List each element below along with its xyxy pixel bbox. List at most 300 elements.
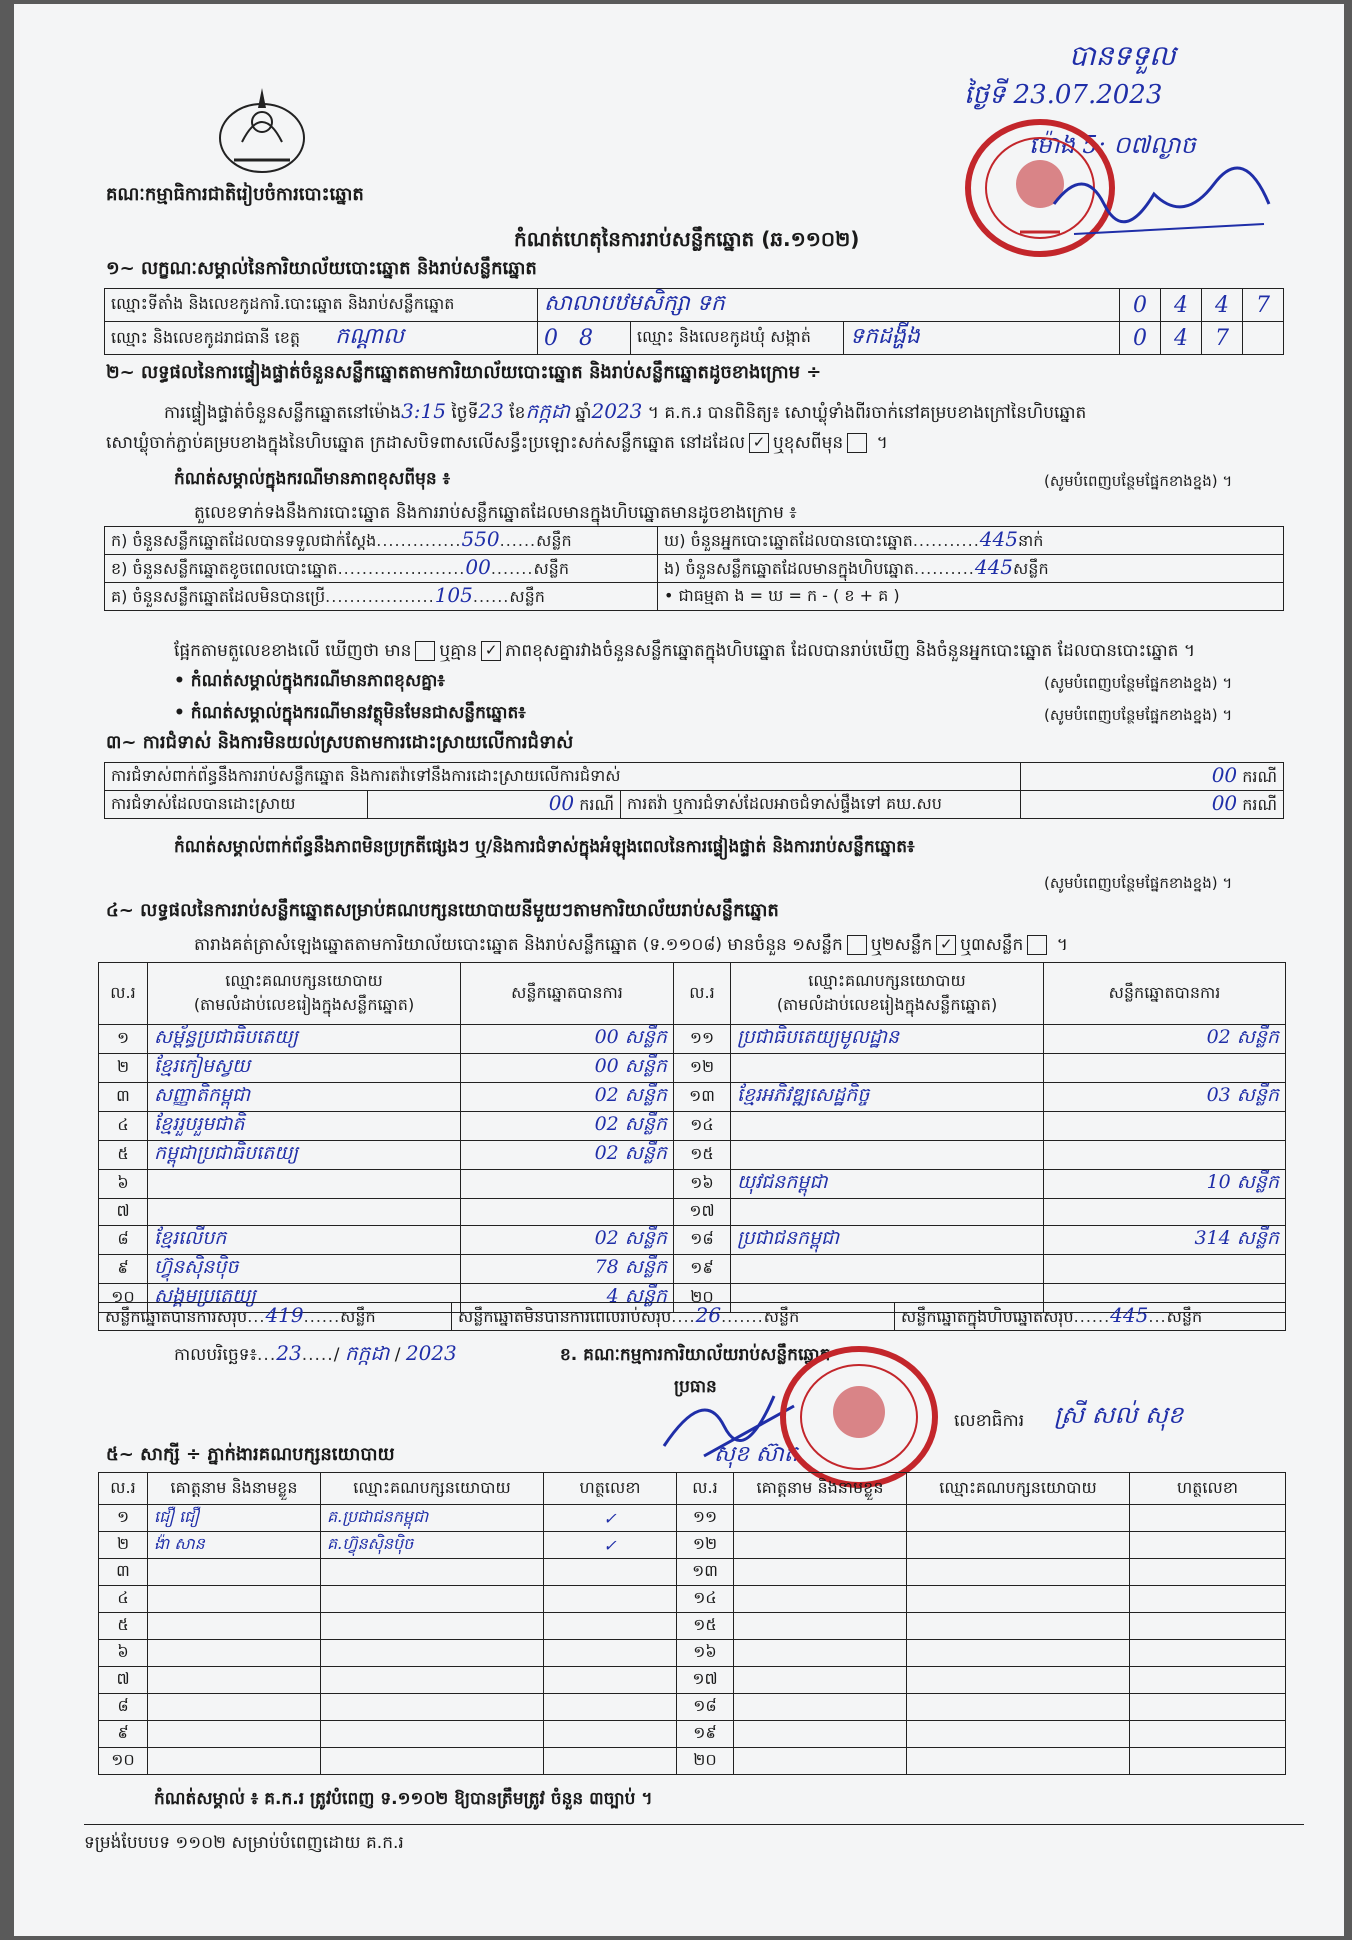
witness-row [99, 1640, 1286, 1667]
w-left-name [148, 1721, 321, 1748]
results-row [99, 1112, 1286, 1141]
w-left-party: គ.ហ៊្វុនស៊ិនប៉ិច [321, 1532, 544, 1559]
total-invalid-unit: សន្លឹក [763, 1307, 800, 1326]
right-party: ប្រជាធិបតេយ្យមូលដ្ឋាន [731, 1025, 1044, 1054]
col-no-left: ល.រ [99, 963, 148, 1025]
check-line2: សោឃ្លុំចាក់ភ្ជាប់គម្របខាងក្នុងនៃហិបឆ្នោត ក្រដាសបិទពាសលើសន្ធឹះប្រឡោះសក់សន្លឹកឆ្នោត នៅដដែល ✓ ឬខុសពីមុន ។ [106, 433, 888, 453]
w-left-no: ១០ [99, 1748, 148, 1775]
w-left-name: ជឿ ជឿ [148, 1505, 321, 1532]
formula: • ជាធម្មតា ង = ឃ = ក - ( ខ + គ ) [658, 583, 1284, 611]
appeal-num: 00 [1211, 791, 1238, 815]
check-line1-tail: ។ គ.ក.រ បានពិនិត្យ៖ សោឃ្លុំទាំងពីរចាក់នៅគម្របខាងក្រៅនៃហិបឆ្នោត [647, 403, 1087, 423]
station-code-2: 4 [1161, 289, 1202, 322]
w-left-sign [544, 1721, 677, 1748]
figures-table [104, 526, 1284, 611]
different-label: ឬខុសពីមុន [773, 433, 844, 453]
right-no: ១២ [674, 1054, 731, 1083]
w-right-sign [1130, 1559, 1286, 1586]
w-left-no: ៣ [99, 1559, 148, 1586]
right-party: ខ្មែរអភិវឌ្ឍសេដ្ឋកិច្ច [731, 1083, 1044, 1112]
left-party [148, 1170, 461, 1199]
left-votes [461, 1199, 674, 1226]
objection-row1-value [1021, 763, 1284, 791]
w-right-no: ១៧ [677, 1667, 734, 1694]
w-col-sign-right: ហត្ថលេខា [1130, 1473, 1286, 1505]
w-right-sign [1130, 1667, 1286, 1694]
tally-c: ឬ៣សន្លឹក [960, 935, 1024, 955]
check-year: 2023 [591, 399, 643, 423]
appeal-label: ការតវ៉ា ឬការជំទាស់ដែលអាចជំទាស់ផ្ទឹងទៅ គឃ.សប [621, 791, 1021, 819]
three-sheet-checkbox[interactable] [1027, 935, 1047, 955]
resolved-unit: ករណី [579, 795, 614, 814]
left-no: ៩ [99, 1255, 148, 1284]
w-right-sign [1130, 1505, 1286, 1532]
w-col-name-right: គោត្តនាម និងនាមខ្លួន [734, 1473, 907, 1505]
w-right-no: ១៣ [677, 1559, 734, 1586]
right-votes [1044, 1054, 1286, 1083]
chair-name: សុខ ស៊ាត [714, 1442, 798, 1467]
witness-row [99, 1721, 1286, 1748]
one-sheet-checkbox[interactable] [847, 935, 867, 955]
right-votes: 03 សន្លឹក [1044, 1083, 1286, 1112]
w-left-sign [544, 1667, 677, 1694]
w-right-party [907, 1640, 1130, 1667]
w-left-sign [544, 1694, 677, 1721]
left-party: សង្គមប្រតេយ្យ [148, 1284, 461, 1313]
total-valid-value: 419 [265, 1303, 304, 1327]
station-value: សាលាបឋមសិក្សា ទក [538, 289, 1120, 322]
w-right-party [907, 1748, 1130, 1775]
right-party [731, 1141, 1044, 1170]
resolved-label: ការជំទាស់ដែលបានដោះស្រាយ [105, 791, 368, 819]
different-checkbox[interactable] [847, 433, 867, 453]
row-ka: ក) ចំនួនសន្លឹកឆ្នោតដែលបានទទួលជាក់ស្តែង..............550......សន្លឹក [105, 527, 658, 555]
check-line1 [164, 398, 1086, 428]
sign-month: កក្កដា [344, 1341, 390, 1365]
col-party-right [731, 963, 1044, 1025]
w-left-name [148, 1667, 321, 1694]
ka-unit: សន្លឹក [536, 531, 572, 550]
fill-note-3: (សូមបំពេញបន្ថែមផ្នែកខាងខ្នង) ។ [1044, 706, 1233, 724]
diff-c: ភាពខុសគ្នារវាងចំនួនសន្លឹកឆ្នោតក្នុងហិបឆ្នោត ដែលបានរាប់ឃើញ និងចំនួនអ្នកបោះឆ្នោត ដែលបានបោះឆ្នោត ។ [505, 641, 1196, 661]
results-body [99, 1025, 1286, 1313]
province-label-text: ឈ្មោះ និងលេខកូដរាជធានី ខេត្ត [111, 328, 301, 347]
resolved-value [368, 791, 621, 819]
org-name: គណៈកម្មាធិការជាតិរៀបចំការបោះឆ្នោត [106, 184, 364, 205]
col-party-left [148, 963, 461, 1025]
w-right-party [907, 1586, 1130, 1613]
fill-note-4: (សូមបំពេញបន្ថែមផ្នែកខាងខ្នង) ។ [1044, 874, 1233, 892]
left-no: ៦ [99, 1170, 148, 1199]
w-left-sign [544, 1748, 677, 1775]
right-no: ១៧ [674, 1199, 731, 1226]
w-right-name [734, 1667, 907, 1694]
results-row [99, 1054, 1286, 1083]
results-row [99, 1170, 1286, 1199]
results-row [99, 1199, 1286, 1226]
w-right-party [907, 1694, 1130, 1721]
w-right-sign [1130, 1586, 1286, 1613]
w-right-name [734, 1748, 907, 1775]
check-month-label: ខែ [509, 403, 526, 423]
w-left-no: ២ [99, 1532, 148, 1559]
w-left-sign [544, 1559, 677, 1586]
ngo-unit: សន្លឹក [1013, 559, 1049, 578]
left-party: ខ្មែរកៀមស្វយ [148, 1054, 461, 1083]
total-invalid-label: សន្លឹកឆ្នោតមិនបានការពេលរាប់សរុប [458, 1307, 672, 1326]
right-no: ១៤ [674, 1112, 731, 1141]
w-left-name [148, 1694, 321, 1721]
commune-code-2: 4 [1161, 322, 1202, 355]
station-code-4: 7 [1243, 289, 1284, 322]
left-no: ៥ [99, 1141, 148, 1170]
witness-row [99, 1559, 1286, 1586]
station-code-3: 4 [1202, 289, 1243, 322]
left-no: ១ [99, 1025, 148, 1054]
results-row [99, 1141, 1286, 1170]
right-no: ១៣ [674, 1083, 731, 1112]
results-row [99, 1226, 1286, 1255]
objection-row1-num: 00 [1211, 763, 1238, 787]
committee-label: ខ. គណៈកម្មការការិយាល័យរាប់សន្លឹកឆ្នោត [560, 1345, 831, 1365]
province-code-2: 8 [578, 325, 593, 351]
w-right-party [907, 1559, 1130, 1586]
w-right-sign [1130, 1613, 1286, 1640]
w-right-sign [1130, 1721, 1286, 1748]
tally-intro: តារាងគត់ត្រាសំឡេងឆ្នោតតាមការិយាល័យបោះឆ្នោត និងរាប់សន្លឹកឆ្នោត (ទ.១១០៨) មានចំនួន ១សន្លឹក ឬ២សន្លឹក ✓ ឬ៣សន្លឹក ។ [194, 935, 1068, 955]
w-right-sign [1130, 1640, 1286, 1667]
check-time: 3:15 [401, 399, 446, 423]
w-right-name [734, 1613, 907, 1640]
w-left-sign [544, 1613, 677, 1640]
station-code-1: 0 [1120, 289, 1161, 322]
footer-note: កំណត់សម្គាល់ ៖ គ.ក.រ ត្រូវបំពេញ ទ.១១០២ ឱ្យបានត្រឹមត្រូវ ចំនួន ៣ច្បាប់ ។ [154, 1789, 653, 1809]
w-right-no: ១២ [677, 1532, 734, 1559]
left-no: ៧ [99, 1199, 148, 1226]
w-right-party [907, 1505, 1130, 1532]
col-party-right-title: ឈ្មោះគណបក្សនយោបាយ [808, 970, 966, 990]
right-no: ១១ [674, 1025, 731, 1054]
col-votes-right: សន្លឹកឆ្នោតបានការ [1044, 963, 1286, 1025]
w-right-no: ១៥ [677, 1613, 734, 1640]
w-left-party [321, 1586, 544, 1613]
appeal-value [1021, 791, 1284, 819]
w-left-name [148, 1613, 321, 1640]
left-votes: 4 សន្លឹក [461, 1284, 674, 1313]
ngo-value: 445 [974, 555, 1014, 579]
total-invalid-value: 26 [695, 1303, 722, 1327]
commune-code-blank [1243, 322, 1284, 355]
diff-a: ផ្អែកតាមតួលេខខាងលើ ឃើញថា មាន [174, 641, 412, 661]
check-day: 23 [478, 399, 504, 423]
w-right-name [734, 1559, 907, 1586]
objection-table [104, 762, 1284, 819]
diff-no-checkbox[interactable]: ✓ [481, 641, 501, 661]
right-party [731, 1199, 1044, 1226]
ko-label: គ) ចំនួនសន្លឹកឆ្នោតដែលមិនបានប្រើ [111, 587, 326, 606]
w-left-name [148, 1748, 321, 1775]
sign-date-label: កាលបរិច្ឆេទ៖ [174, 1345, 258, 1365]
w-left-sign: ✓ [544, 1505, 677, 1532]
w-left-no: ៨ [99, 1694, 148, 1721]
province-value: កណ្តាល [335, 324, 404, 349]
left-votes: 02 សន្លឹក [461, 1112, 674, 1141]
left-party: កម្ពុជាប្រជាធិបតេយ្យ [148, 1141, 461, 1170]
tally-a: តារាងគត់ត្រាសំឡេងឆ្នោតតាមការិយាល័យបោះឆ្នោត និងរាប់សន្លឹកឆ្នោត (ទ.១១០៨) មានចំនួន ១សន្លឹក [194, 935, 843, 955]
signature-icon [1044, 164, 1274, 244]
col-party-right-sub: (តាមលំដាប់លេខរៀងក្នុងសន្លឹកឆ្នោត) [776, 994, 998, 1014]
chair-label: ប្រធាន [674, 1377, 717, 1397]
total-valid-label: សន្លឹកឆ្នោតបានការសរុប [105, 1307, 248, 1326]
w-right-name [734, 1586, 907, 1613]
appeal-unit: ករណី [1242, 795, 1277, 814]
left-party: ហ៊្វុនស៊ិនប៉ិច [148, 1255, 461, 1284]
left-votes: 02 សន្លឹក [461, 1083, 674, 1112]
right-party [731, 1112, 1044, 1141]
right-votes: 314 សន្លឹក [1044, 1226, 1286, 1255]
check-month: កក្កដា [525, 399, 570, 423]
right-no: ១៩ [674, 1255, 731, 1284]
kha-value: 00 [465, 555, 491, 579]
results-row [99, 1083, 1286, 1112]
results-row [99, 1255, 1286, 1284]
right-no: ១៦ [674, 1170, 731, 1199]
w-left-party [321, 1559, 544, 1586]
right-party: យុវជនកម្ពុជា [731, 1170, 1044, 1199]
total-box-unit: សន្លឹក [1166, 1307, 1203, 1326]
diff-line [174, 640, 1195, 665]
totals-table [98, 1302, 1286, 1331]
w-right-name [734, 1532, 907, 1559]
col-party-left-sub: (តាមលំដាប់លេខរៀងក្នុងសន្លឹកឆ្នោត) [193, 994, 415, 1014]
commune-value: ទកដង្ហីង [844, 322, 1120, 355]
results-table [98, 962, 1286, 1313]
objection-row1-label: ការជំទាស់ពាក់ព័ន្ធនឹងការរាប់សន្លឹកឆ្នោត និងការតវ៉ាទៅនឹងការដោះស្រាយលើការជំទាស់ [105, 763, 1021, 791]
bullet2: • កំណត់សម្គាល់ក្នុងករណីមានវត្ថុមិនមែនជាសន្លឹកឆ្នោត៖ [174, 703, 526, 723]
w-left-party: គ.ប្រជាជនកម្ពុជា [321, 1505, 544, 1532]
section2-title: ២~ លទ្ធផលនៃការផ្ទៀងផ្ទាត់ចំនួនសន្លឹកឆ្នោតតាមការិយាល័យបោះឆ្នោត និងរាប់សន្លឹកឆ្នោតដូចខាងក្រោម ÷ [106, 362, 822, 383]
total-box: សន្លឹកឆ្នោតក្នុងហិបឆ្នោតសរុប......445...សន្លឹក [895, 1303, 1286, 1331]
witness-body [99, 1505, 1286, 1775]
left-votes: 02 សន្លឹក [461, 1226, 674, 1255]
w-right-no: ១៨ [677, 1694, 734, 1721]
left-party [148, 1199, 461, 1226]
w-left-no: ៧ [99, 1667, 148, 1694]
w-right-no: ២០ [677, 1748, 734, 1775]
emblem-icon [212, 82, 312, 176]
fill-note-2: (សូមបំពេញបន្ថែមផ្នែកខាងខ្នង) ។ [1044, 674, 1233, 692]
w-left-sign [544, 1586, 677, 1613]
total-valid-unit: សន្លឹក [340, 1307, 376, 1326]
w-col-sign-left: ហត្ថលេខា [544, 1473, 677, 1505]
w-right-no: ១៩ [677, 1721, 734, 1748]
right-votes [1044, 1255, 1286, 1284]
left-no: ៣ [99, 1083, 148, 1112]
col-party-left-title: ឈ្មោះគណបក្សនយោបាយ [225, 970, 383, 990]
objection-row1-unit: ករណី [1242, 767, 1277, 786]
ko-value: 105 [434, 583, 473, 607]
w-left-party [321, 1694, 544, 1721]
witness-row [99, 1613, 1286, 1640]
left-votes [461, 1170, 674, 1199]
secretary-name: ស្រី សល់ សុខ [1054, 1401, 1184, 1429]
col-no-right: ល.រ [674, 963, 731, 1025]
commune-code-3: 7 [1202, 322, 1243, 355]
w-left-no: ១ [99, 1505, 148, 1532]
w-right-party [907, 1613, 1130, 1640]
kho-unit: នាក់ [1017, 531, 1044, 550]
diff-b: ឬគ្មាន [439, 641, 478, 661]
witness-row [99, 1667, 1286, 1694]
left-votes: 00 សន្លឹក [461, 1054, 674, 1083]
footer-rule [84, 1824, 1304, 1825]
kho-label: ឃ) ចំនួនអ្នកបោះឆ្នោតដែលបានបោះឆ្នោត [664, 531, 913, 550]
right-no: ១៨ [674, 1226, 731, 1255]
w-right-party [907, 1667, 1130, 1694]
total-valid: សន្លឹកឆ្នោតបានការសរុប...419......សន្លឹក [99, 1303, 452, 1331]
section3-title: ៣~ ការជំទាស់ និងការមិនយល់ស្របតាមការដោះស្រាយលើការជំទាស់ [106, 732, 574, 753]
left-no: ៤ [99, 1112, 148, 1141]
left-party: សម្ព័ន្ធប្រជាធិបតេយ្យ [148, 1025, 461, 1054]
w-left-name [148, 1586, 321, 1613]
received-note: បានទទួល [1069, 39, 1176, 72]
ka-value: 550 [461, 527, 500, 551]
commune-label: ឈ្មោះ និងលេខកូដឃុំ សង្កាត់ [631, 322, 844, 355]
row-ngo: ង) ចំនួនសន្លឹកឆ្នោតដែលមានក្នុងហិបឆ្នោត..........445សន្លឹក [658, 555, 1284, 583]
received-time: ម៉ោង 5: ០៧ល្ងាច [1029, 131, 1196, 159]
kha-label: ខ) ចំនួនសន្លឹកឆ្នោតខូចពេលបោះឆ្នោត [111, 559, 338, 578]
left-no: ១០ [99, 1284, 148, 1313]
row-kha: ខ) ចំនួនសន្លឹកឆ្នោតខូចពេលបោះឆ្នោត.....................00.......សន្លឹក [105, 555, 658, 583]
commune-code-1: 0 [1120, 322, 1161, 355]
total-box-label: សន្លឹកឆ្នោតក្នុងហិបឆ្នោតសរុប [901, 1307, 1074, 1326]
w-right-no: ១៦ [677, 1640, 734, 1667]
ngo-label: ង) ចំនួនសន្លឹកឆ្នោតដែលមានក្នុងហិបឆ្នោត [664, 559, 914, 578]
irregularity-note: កំណត់សម្គាល់ពាក់ព័ន្ធនឹងភាពមិនប្រក្រតីផ្សេងៗ ឬ/និងការជំទាស់ក្នុងអំឡុងពេលនៃការផ្ទៀងផ្ទាត់ និងការរាប់សន្លឹកឆ្នោត៖ [174, 837, 915, 857]
w-left-party [321, 1667, 544, 1694]
tally-b: ឬ២សន្លឹក [870, 935, 933, 955]
witness-row [99, 1694, 1286, 1721]
left-no: ៨ [99, 1226, 148, 1255]
right-no: ១៥ [674, 1141, 731, 1170]
left-no: ២ [99, 1054, 148, 1083]
w-col-no-left: ល.រ [99, 1473, 148, 1505]
section5-title: ៥~ សាក្សី ÷ ភ្នាក់ងារគណបក្សនយោបាយ [106, 1444, 395, 1465]
secretary-label: លេខាធិការ [954, 1411, 1025, 1431]
w-col-name-left: គោត្តនាម និងនាមខ្លួន [148, 1473, 321, 1505]
two-sheet-checkbox[interactable]: ✓ [936, 935, 956, 955]
ko-unit: សន្លឹក [509, 587, 545, 606]
w-right-sign [1130, 1532, 1286, 1559]
col-votes-left: សន្លឹកឆ្នោតបានការ [461, 963, 674, 1025]
row-kho: ឃ) ចំនួនអ្នកបោះឆ្នោតដែលបានបោះឆ្នោត...........445នាក់ [658, 527, 1284, 555]
right-party [731, 1255, 1044, 1284]
w-right-party [907, 1532, 1130, 1559]
right-votes [1044, 1141, 1286, 1170]
form-ref: ទម្រង់បែបបទ ១១០២ សម្រាប់បំពេញដោយ គ.ក.រ [84, 1833, 404, 1853]
w-right-name [734, 1640, 907, 1667]
sign-date: កាលបរិច្ឆេទ៖...23...../ កក្កដា / 2023 [174, 1341, 457, 1365]
bullet1: • កំណត់សម្គាល់ក្នុងករណីមានភាពខុសគ្នា៖ [174, 671, 445, 691]
left-votes: 78 សន្លឹក [461, 1255, 674, 1284]
right-votes: 02 សន្លឹក [1044, 1025, 1286, 1054]
province-code [538, 322, 631, 355]
total-box-value: 445 [1110, 1303, 1149, 1327]
station-table [104, 288, 1284, 355]
w-right-sign [1130, 1748, 1286, 1775]
note1: កំណត់សម្គាល់ក្នុងករណីមានភាពខុសពីមុន ៖ [174, 469, 451, 489]
w-right-name [734, 1505, 907, 1532]
sign-day: 23 [276, 1341, 302, 1365]
section1-title: ១~ លក្ខណៈសម្គាល់នៃការិយាល័យបោះឆ្នោត និងរាប់សន្លឹកឆ្នោត [106, 258, 537, 279]
right-votes: 10 សន្លឹក [1044, 1170, 1286, 1199]
right-party: ប្រជាជនកម្ពុជា [731, 1226, 1044, 1255]
left-party: ខ្មែរលើបក [148, 1226, 461, 1255]
w-left-party [321, 1721, 544, 1748]
diff-yes-checkbox[interactable] [415, 641, 435, 661]
received-date: ថ្ងៃទី 23.07.2023 [964, 80, 1163, 110]
station-label: ឈ្មោះទីតាំង និងលេខកូដការិ.បោះឆ្នោត និងរាប់សន្លឹកឆ្នោត [105, 289, 538, 322]
left-party: ខ្មែររួបរួមជាតិ [148, 1112, 461, 1141]
w-left-no: ៦ [99, 1640, 148, 1667]
w-left-party [321, 1640, 544, 1667]
figures-intro: តួលេខទាក់ទងនឹងការបោះឆ្នោត និងការរាប់សន្លឹកឆ្នោតដែលមានក្នុងហិបឆ្នោតមានដូចខាងក្រោម ៖ [194, 503, 797, 523]
w-right-no: ១៤ [677, 1586, 734, 1613]
w-left-no: ៩ [99, 1721, 148, 1748]
province-code-1: 0 [544, 325, 558, 351]
w-left-name [148, 1640, 321, 1667]
witness-row [99, 1505, 1286, 1532]
w-left-party [321, 1613, 544, 1640]
witness-row [99, 1748, 1286, 1775]
same-checkbox[interactable]: ✓ [749, 433, 769, 453]
left-votes: 00 សន្លឹក [461, 1025, 674, 1054]
w-right-name [734, 1694, 907, 1721]
right-votes [1044, 1199, 1286, 1226]
w-left-name: ង៉ា សាន [148, 1532, 321, 1559]
right-party [731, 1054, 1044, 1083]
w-right-name [734, 1721, 907, 1748]
w-left-party [321, 1748, 544, 1775]
w-col-party-left: ឈ្មោះគណបក្សនយោបាយ [321, 1473, 544, 1505]
check-day-label: ថ្ងៃទី [451, 403, 479, 423]
left-party: សញ្ញាតិកម្ពុជា [148, 1083, 461, 1112]
check-time-label: ការផ្ទៀងផ្ទាត់ចំនួនសន្លឹកឆ្នោតនៅម៉ោង [164, 403, 402, 423]
sign-year: 2023 [405, 1341, 457, 1365]
province-label [105, 322, 538, 355]
w-col-no-right: ល.រ [677, 1473, 734, 1505]
kha-unit: សន្លឹក [533, 559, 569, 578]
w-col-party-right: ឈ្មោះគណបក្សនយោបាយ [907, 1473, 1130, 1505]
w-right-no: ១១ [677, 1505, 734, 1532]
check-year-label: ឆ្នាំ [575, 403, 592, 423]
form-sheet [14, 4, 1344, 1936]
right-votes [1044, 1112, 1286, 1141]
form-title: កំណត់ហេតុនៃការរាប់សន្លឹកឆ្នោត (ឆ.១១០២) [514, 227, 860, 251]
witness-row [99, 1532, 1286, 1559]
w-right-sign [1130, 1694, 1286, 1721]
fill-note-1: (សូមបំពេញបន្ថែមផ្នែកខាងខ្នង) ។ [1044, 472, 1233, 490]
w-left-no: ៥ [99, 1613, 148, 1640]
section4-title: ៤~ លទ្ធផលនៃការរាប់សន្លឹកឆ្នោតសម្រាប់គណបក្សនយោបាយនីមួយៗតាមការិយាល័យរាប់សន្លឹកឆ្នោត [106, 900, 779, 921]
right-no: ២០ [674, 1284, 731, 1313]
w-left-sign: ✓ [544, 1532, 677, 1559]
ka-label: ក) ចំនួនសន្លឹកឆ្នោតដែលបានទទួលជាក់ស្តែង [111, 531, 377, 550]
total-invalid: សន្លឹកឆ្នោតមិនបានការពេលរាប់សរុប....26.......សន្លឹក [452, 1303, 895, 1331]
row-ko: គ) ចំនួនសន្លឹកឆ្នោតដែលមិនបានប្រើ..................105......សន្លឹក [105, 583, 658, 611]
results-row [99, 1025, 1286, 1054]
left-votes: 02 សន្លឹក [461, 1141, 674, 1170]
